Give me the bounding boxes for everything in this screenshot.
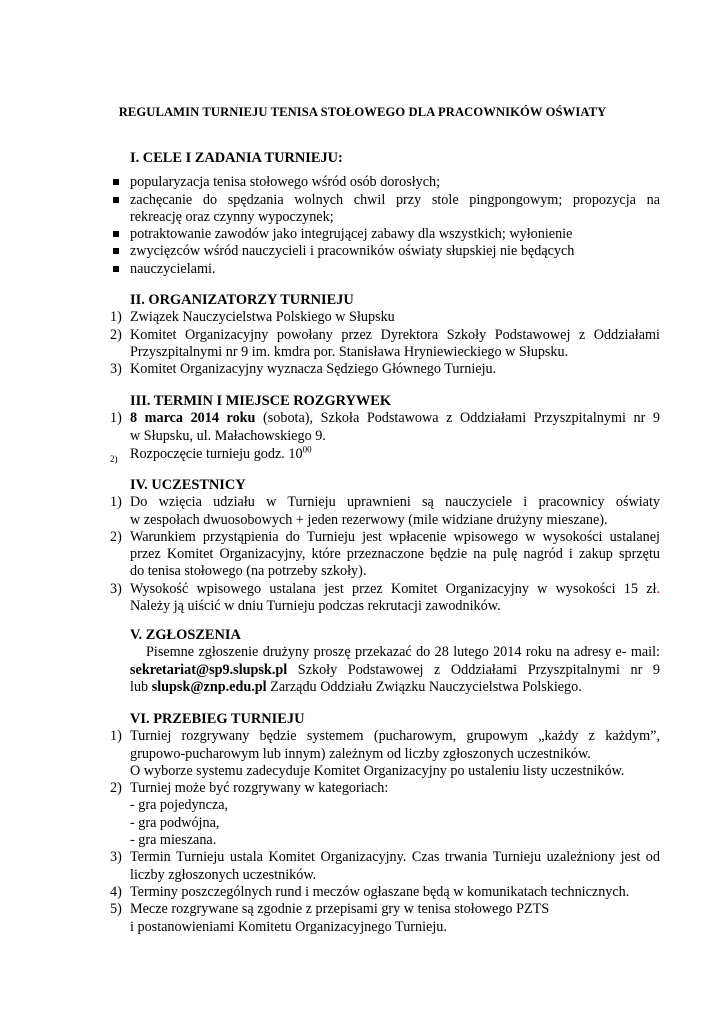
square-bullet-icon (113, 266, 119, 272)
section-course (110, 711, 660, 936)
square-bullet-icon (113, 248, 119, 254)
list-item: zwycięzców wśród nauczycieli i pracowników oświaty słupskiej nie będących (110, 243, 660, 260)
list-item: 5) Mecze rozgrywane są zgodnie z przepisami gry w tenisa stołowego PZTS i postanowieniami Komitetu Organizacyjnego Turnieju. (110, 901, 550, 935)
section-heading: IV. UCZESTNICY (130, 477, 246, 493)
list-item: 3) Komitet Organizacyjny wyznacza Sędziego Głównego Turnieju. (110, 361, 497, 378)
section-heading: II. ORGANIZATORZY TURNIEJU (130, 292, 354, 308)
square-bullet-icon (113, 231, 119, 237)
section-heading: V. ZGŁOSZENIA (130, 627, 241, 643)
list-item: 2) Komitet Organizacyjny powołany przez Dyrektora Szkoły Podstawowej z Oddziałami Przyszpitalnymi nr 9 im. kmdra por. Stanisława Hryniewieckiego w Słupsku. (110, 326, 660, 360)
section-heading: III. TERMIN I MIEJSCE ROZGRYWEK (130, 393, 392, 409)
section-heading: VI. PRZEBIEG TURNIEJU (130, 711, 305, 727)
document-title: REGULAMIN TURNIEJU TENISA STOŁOWEGO DLA PRACOWNIKÓW OŚWIATY (118, 105, 607, 119)
section-organizers (110, 292, 660, 378)
list-item: 1) Turniej rozgrywany będzie systemem (pucharowym, grupowym „każdy z każdym”, grupowo-pucharowym lub innym) zależnym od liczby zgłoszonych uczestników. O wyborze systemu zadecyduje Komitet Organizacyjny po ustaleniu listy uczestników. (110, 728, 660, 779)
list-item: 2) Warunkiem przystąpienia do Turnieju jest wpłacenie wpisowego w wysokości ustalanej przez Komitet Organizacyjny, które przeznaczone będzie na pulę nagród i zakup sprzętu do tenisa stołowego (na potrzeby szkoły). (110, 528, 660, 580)
section-participants (110, 477, 660, 615)
list-item: 3) Termin Turnieju ustala Komitet Organizacyjny. Czas trwania Turnieju uzależniony jest od liczby zgłoszonych uczestników. (110, 849, 660, 883)
list-item: 1) Do wzięcia udziału w Turnieju uprawnieni są nauczyciele i pracownicy oświaty w zespołach dwuosobowych + jeden rezerwowy (mile widziane drużyny mieszane). (110, 494, 660, 528)
section-heading: I. CELE I ZADANIA TURNIEJU: (130, 150, 343, 166)
list-item: 1) 8 marca 2014 roku (sobota), Szkoła Podstawowa z Oddziałami Przyszpitalnymi nr 9 w Słupsku, ul. Małachowskiego 9. (110, 410, 660, 444)
list-item: 2) Rozpoczęcie turnieju godz. $10^{00}$ (110, 444, 312, 464)
list-item: 2) Turniej może być rozgrywany w kategoriach: - gra pojedyncza, - gra podwójna, - gra mieszana. (110, 780, 389, 849)
section-registration: V. ZGŁOSZENIA Pisemne zgłoszenie drużyny proszę przekazać do 28 lutego 2014 roku na adresy e- mail: sekretariat@sp9.slupsk.pl Szkoły Podstawowej z Oddziałami Przyszpitalnymi nr 9 lub slupsk@znp.edu.pl Zarządu Oddziału Związku Nauczycielstwa Polskiego. (110, 627, 660, 696)
email-sekretariat-link[interactable]: sekretariat@sp9.slupsk.pl (130, 661, 288, 678)
list-item: 3) Wysokość wpisowego ustalana jest przez Komitet Organizacyjny w wysokości 15 zł. Należy ją uiścić w dniu Turnieju podczas rekrutacji zawodników. (110, 580, 660, 615)
section-date-place (110, 393, 660, 463)
square-bullet-icon (113, 179, 119, 185)
square-bullet-icon (113, 197, 119, 203)
list-item: potraktowanie zawodów jako integrującej zabawy dla wszystkich; wyłonienie (110, 226, 660, 243)
list-item: 4) Terminy poszczególnych rund i meczów ogłaszane będą w komunikatach technicznych. (110, 883, 630, 900)
list-item: popularyzacja tenisa stołowego wśród osób dorosłych; (110, 174, 660, 191)
section-goals (110, 150, 660, 278)
list-item: zachęcanie do spędzania wolnych chwil przy stole pingpongowym; propozycja na rekreację oraz czynny wypoczynek; (110, 192, 660, 227)
list-item: nauczycielami. (110, 261, 660, 278)
list-item: 1) Związek Nauczycielstwa Polskiego w Słupsku (110, 309, 395, 326)
email-znp-link[interactable]: slupsk@znp.edu.pl (151, 678, 267, 695)
